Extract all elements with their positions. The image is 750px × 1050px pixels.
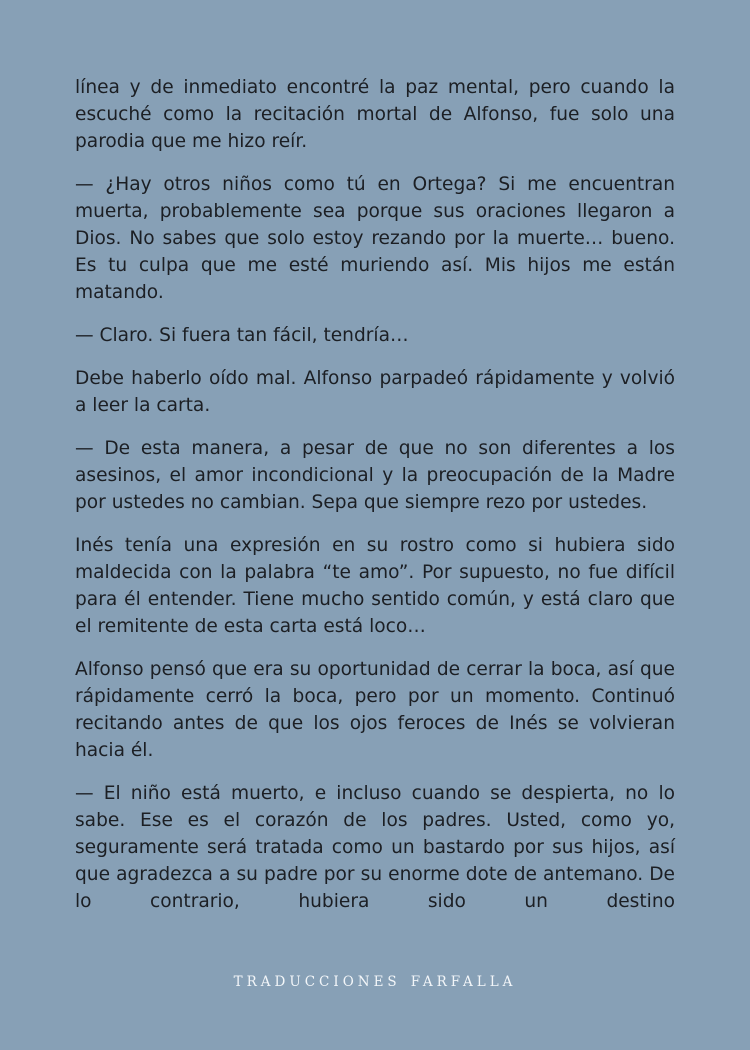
paragraph-4: Debe haberlo oído mal. Alfonso parpadeó rápidamente y volvió a leer la carta. bbox=[75, 368, 675, 416]
paragraph-3: — Claro. Si fuera tan fácil, tendría… bbox=[75, 325, 409, 346]
paragraph-1: línea y de inmediato encontré la paz mental, pero cuando la escuché como la recitación mortal de Alfonso, fue solo una parodia que me hizo reír. bbox=[75, 77, 675, 152]
paragraph-5: — De esta manera, a pesar de que no son diferentes a los asesinos, el amor incondicional y la preocupación de la Madre por ustedes no cambian. Sepa que siempre rezo por ustedes. bbox=[75, 438, 675, 513]
paragraph-7: Alfonso pensó que era su oportunidad de cerrar la boca, así que rápidamente cerró la boca, pero por un momento. Continuó recitando antes de que los ojos feroces de Inés se volvieran hacia él. bbox=[75, 659, 675, 761]
paragraph-6: Inés tenía una expresión en su rostro como si hubiera sido maldecida con la palabra “te amo”. Por supuesto, no fue difícil para él entender. Tiene mucho sentido común, y está claro que el remitente de esta carta está loco… bbox=[75, 535, 675, 637]
paragraph-2: — ¿Hay otros niños como tú en Ortega? Si me encuentran muerta, probablemente sea porque sus oraciones llegaron a Dios. No sabes que solo estoy rezando por la muerte… bueno. Es tu culpa que me esté muriendo así. Mis hijos me están matando. bbox=[75, 174, 675, 303]
page-footer-credit bbox=[0, 974, 750, 990]
paragraph-8: — El niño está muerto, e incluso cuando se despierta, no lo sabe. Ese es el corazón de los padres. Usted, como yo, seguramente será tratada como un bastardo por sus hijos, así que agradezca a su padre por su enorme dote de antemano. De lo contrario, hubiera sido un destino bbox=[75, 783, 675, 912]
footer-word-farfalla: FARFALLA bbox=[410, 974, 517, 990]
page-body-text bbox=[75, 74, 675, 915]
footer-word-traducciones: TRADUCCIONES bbox=[233, 974, 401, 990]
